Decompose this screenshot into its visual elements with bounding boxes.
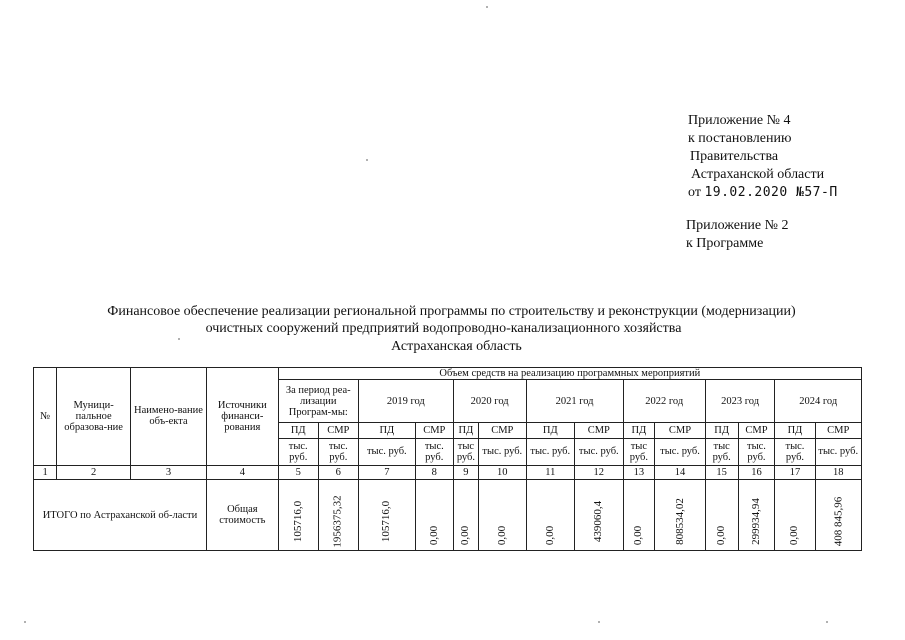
total-value: 0,00 — [788, 525, 801, 545]
total-value: 0,00 — [715, 525, 728, 545]
sub-pd: ПД — [623, 423, 655, 439]
total-value-cell — [526, 480, 575, 551]
date-prefix: от — [688, 185, 701, 200]
sub-smr: СМР — [479, 423, 526, 439]
financing-table — [33, 367, 862, 551]
appendix-2-line2: к Программе — [686, 236, 764, 251]
header-row-1 — [34, 368, 862, 380]
appendix-4-date — [688, 184, 838, 202]
total-value-cell — [705, 480, 738, 551]
sub-pd: ПД — [705, 423, 738, 439]
unit-cell: тыс. руб. — [775, 438, 815, 465]
col-number: 3 — [131, 465, 207, 480]
col-number: 13 — [623, 465, 655, 480]
col-number: 9 — [453, 465, 478, 480]
sub-smr: СМР — [738, 423, 775, 439]
scan-speck — [366, 159, 368, 161]
total-source: Общая стоимость — [206, 480, 278, 551]
period-2021: 2021 год — [526, 380, 623, 423]
total-value-cell — [318, 480, 358, 551]
col-number: 17 — [775, 465, 815, 480]
header-number: № — [34, 368, 57, 466]
col-number: 11 — [526, 465, 575, 480]
period-2023: 2023 год — [705, 380, 775, 423]
appendix-4-title: Приложение № 4 — [688, 113, 791, 128]
unit-cell: тыс. руб. — [738, 438, 775, 465]
unit-cell: тыс руб. — [453, 438, 478, 465]
sub-smr: СМР — [655, 423, 706, 439]
total-value-cell — [775, 480, 815, 551]
document-title-line-3: Астраханская область — [391, 339, 522, 354]
sub-pd: ПД — [453, 423, 478, 439]
document-title-line-1: Финансовое обеспечение реализации региональной программы по строительству и реконструкции (модернизации) — [107, 304, 796, 319]
unit-cell: тыс. руб. — [318, 438, 358, 465]
document-title-line-2: очистных сооружений предприятий водопроводно-канализационного хозяйства — [205, 321, 682, 336]
appendix-2-title: Приложение № 2 — [686, 218, 789, 233]
period-2022: 2022 год — [623, 380, 705, 423]
unit-cell: тыс. руб. — [575, 438, 624, 465]
total-value-cell — [415, 480, 453, 551]
col-number: 16 — [738, 465, 775, 480]
appendix-4-line4: Астраханской области — [691, 167, 825, 182]
total-value: 105716,0 — [291, 500, 304, 542]
total-value: 105716,0 — [380, 500, 393, 542]
column-number-row — [34, 465, 862, 480]
scan-speck — [24, 621, 26, 623]
unit-cell: тыс. руб. — [415, 438, 453, 465]
unit-cell: тыс. руб. — [358, 438, 415, 465]
total-value-cell — [655, 480, 706, 551]
total-value: 0,00 — [459, 525, 472, 545]
col-number: 15 — [705, 465, 738, 480]
unit-cell: тыс. руб. — [278, 438, 318, 465]
total-value: 0,00 — [632, 525, 645, 545]
header-municipality: Муници-пальное образова-ние — [57, 368, 131, 466]
period-program: За период реа-лизации Програм-мы: — [278, 380, 358, 423]
sub-smr: СМР — [815, 423, 862, 439]
col-number: 18 — [815, 465, 862, 480]
appendix-4-block — [688, 112, 838, 202]
total-value-cell — [479, 480, 526, 551]
total-value: 808534,02 — [673, 497, 686, 545]
unit-cell: тыс. руб. — [815, 438, 862, 465]
scan-speck — [826, 621, 828, 623]
col-number: 8 — [415, 465, 453, 480]
total-value: 0,00 — [427, 525, 440, 545]
period-2020: 2020 год — [453, 380, 526, 423]
col-number: 10 — [479, 465, 526, 480]
unit-cell: тыс. руб. — [655, 438, 706, 465]
sub-smr: СМР — [575, 423, 624, 439]
header-object: Наимено-вание объ-екта — [131, 368, 207, 466]
unit-cell: тыс. руб. — [526, 438, 575, 465]
unit-cell: тыс руб. — [705, 438, 738, 465]
scan-speck — [598, 621, 600, 623]
handwritten-date-number: 19.02.2020 №57-П — [704, 185, 838, 200]
total-value-cell — [575, 480, 624, 551]
sub-pd: ПД — [775, 423, 815, 439]
period-2019: 2019 год — [358, 380, 453, 423]
appendix-4-line2: к постановлению — [688, 131, 792, 146]
total-value: 439060,4 — [592, 500, 605, 542]
scan-speck — [178, 338, 180, 340]
period-2024: 2024 год — [775, 380, 862, 423]
col-number: 14 — [655, 465, 706, 480]
scan-speck — [486, 6, 488, 8]
sub-pd: ПД — [278, 423, 318, 439]
col-number: 4 — [206, 465, 278, 480]
total-label: ИТОГО по Астраханской об-ласти — [34, 480, 207, 551]
col-number: 7 — [358, 465, 415, 480]
total-value-cell — [453, 480, 478, 551]
col-number: 2 — [57, 465, 131, 480]
unit-cell: тыс руб. — [623, 438, 655, 465]
appendix-2-block — [686, 217, 789, 253]
col-number: 6 — [318, 465, 358, 480]
sub-pd: ПД — [526, 423, 575, 439]
total-value: 0,00 — [495, 525, 508, 545]
total-value-cell — [815, 480, 862, 551]
col-number: 5 — [278, 465, 318, 480]
total-value: 299934,94 — [749, 497, 762, 545]
total-value-cell — [278, 480, 318, 551]
total-value: 1956375,32 — [331, 495, 344, 548]
total-value-cell — [358, 480, 415, 551]
header-sources: Источники финанси-рования — [206, 368, 278, 466]
appendix-4-line3: Правительства — [690, 149, 779, 164]
total-value-cell — [738, 480, 775, 551]
sub-smr: СМР — [415, 423, 453, 439]
sub-pd: ПД — [358, 423, 415, 439]
header-volume: Объем средств на реализацию программных мероприятий — [278, 368, 861, 380]
sub-smr: СМР — [318, 423, 358, 439]
unit-cell: тыс. руб. — [479, 438, 526, 465]
total-row — [34, 480, 862, 551]
total-value: 408 845,96 — [831, 496, 844, 546]
total-value-cell — [623, 480, 655, 551]
col-number: 1 — [34, 465, 57, 480]
col-number: 12 — [575, 465, 624, 480]
total-value: 0,00 — [543, 525, 556, 545]
